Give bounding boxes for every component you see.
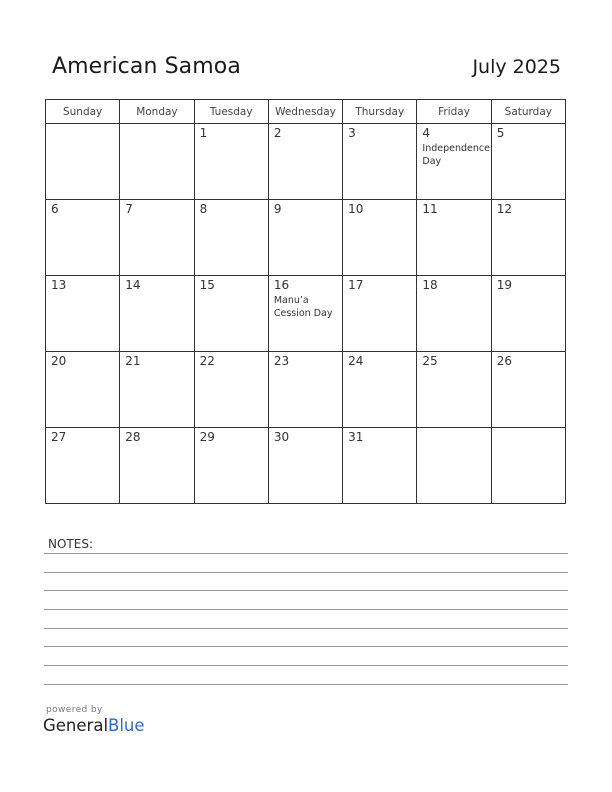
day-cell: [46, 276, 120, 352]
day-number: 5: [496, 126, 505, 140]
day-cell: [491, 428, 565, 504]
day-number: 10: [348, 202, 364, 216]
day-number: 25: [422, 354, 438, 368]
weekday-header: Friday: [417, 100, 491, 124]
day-cell: [491, 200, 565, 276]
notes-label: NOTES:: [48, 537, 93, 551]
day-cell: [343, 352, 417, 428]
day-cell: [343, 428, 417, 504]
day-cell: [194, 200, 268, 276]
day-cell: [194, 428, 268, 504]
day-cell: [417, 276, 491, 352]
day-number: 20: [51, 354, 67, 368]
day-number: 27: [51, 430, 67, 444]
weekday-header: Sunday: [46, 100, 120, 124]
day-cell: [46, 124, 120, 200]
logo-blue: Blue: [108, 716, 145, 735]
day-number: 28: [125, 430, 141, 444]
day-cell: [491, 352, 565, 428]
day-cell: [120, 200, 194, 276]
day-number: 4: [422, 126, 431, 140]
day-cell: [268, 352, 342, 428]
day-number: 2: [273, 126, 282, 140]
holiday-label: Manu’a Cession Day: [273, 295, 333, 319]
day-number: 13: [51, 278, 67, 292]
day-number: 29: [199, 430, 215, 444]
day-number: 12: [496, 202, 512, 216]
day-cell: [194, 352, 268, 428]
day-number: 30: [273, 430, 290, 444]
note-line: [44, 646, 568, 647]
note-line: [44, 665, 568, 666]
note-line: [44, 609, 568, 610]
day-cell: [417, 352, 491, 428]
weekday-header: Tuesday: [194, 100, 268, 124]
day-number: 19: [496, 278, 512, 292]
holiday-label: Independence Day: [422, 143, 490, 167]
week-row: [46, 124, 566, 200]
weekday-header: Monday: [120, 100, 194, 124]
day-number: 9: [273, 202, 282, 216]
day-cell: [120, 276, 194, 352]
day-cell: [343, 124, 417, 200]
powered-by-text: powered by: [46, 705, 103, 715]
day-cell: [46, 352, 120, 428]
note-line: [44, 553, 568, 554]
day-number: 3: [348, 126, 356, 140]
day-cell: [268, 124, 342, 200]
month-year: July 2025: [472, 56, 561, 78]
generalblue-logo[interactable]: [43, 716, 145, 735]
day-cell: [343, 276, 417, 352]
weekday-header: Saturday: [491, 100, 565, 124]
note-line: [44, 628, 568, 629]
day-cell: [268, 428, 342, 504]
day-number: 16: [273, 278, 290, 292]
weekday-header-row: [46, 100, 566, 124]
weekday-header: Thursday: [343, 100, 417, 124]
day-cell: [120, 428, 194, 504]
day-cell: [491, 124, 565, 200]
day-cell: [194, 124, 268, 200]
day-number: 15: [199, 278, 215, 292]
day-number: 17: [348, 278, 364, 292]
day-cell: [268, 276, 342, 352]
week-row: [46, 276, 566, 352]
week-row: [46, 428, 566, 504]
day-number: 31: [348, 430, 364, 444]
day-cell: [120, 352, 194, 428]
note-line: [44, 572, 568, 573]
day-number: 7: [125, 202, 133, 216]
note-line: [44, 590, 568, 591]
week-row: [46, 200, 566, 276]
day-cell: [120, 124, 194, 200]
day-number: 6: [51, 202, 59, 216]
day-cell: [417, 428, 491, 504]
day-number: 1: [199, 126, 208, 140]
day-cell: [194, 276, 268, 352]
day-number: 18: [422, 278, 438, 292]
calendar-grid: [45, 99, 566, 504]
day-cell: [417, 200, 491, 276]
day-cell: [417, 124, 491, 200]
day-number: 14: [125, 278, 141, 292]
day-number: 8: [199, 202, 208, 216]
day-number: 11: [422, 202, 438, 216]
day-cell: [46, 200, 120, 276]
day-number: 26: [496, 354, 512, 368]
logo-general: General: [43, 716, 109, 735]
weekday-header: Wednesday: [268, 100, 342, 124]
day-number: 22: [199, 354, 215, 368]
day-number: 24: [348, 354, 364, 368]
day-cell: [268, 200, 342, 276]
week-row: [46, 352, 566, 428]
calendar-title: American Samoa: [52, 54, 241, 79]
day-cell: [343, 200, 417, 276]
day-cell: [46, 428, 120, 504]
day-number: 23: [273, 354, 290, 368]
day-number: 21: [125, 354, 141, 368]
note-line: [44, 684, 568, 685]
day-cell: [491, 276, 565, 352]
